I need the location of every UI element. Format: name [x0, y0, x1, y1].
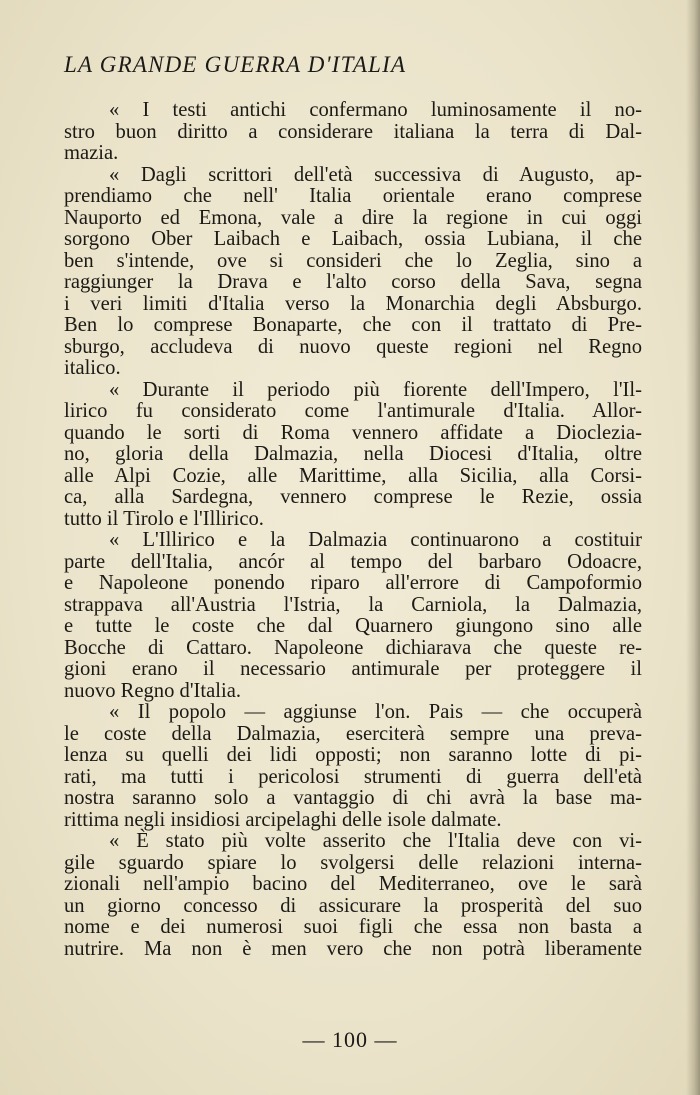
text-line: gioni erano il necessario antimurale per proteggere il	[64, 658, 642, 680]
page-number: — 100 —	[302, 1027, 398, 1052]
text-line: Nauporto ed Emona, vale a dire la regione in cui oggi	[64, 206, 642, 229]
text-line: gile sguardo spiare lo svolgersi delle relazioni interna-	[64, 851, 642, 874]
text-line: sorgono Ober Laibach e Laibach, ossia Lubiana, il che	[64, 228, 642, 250]
text-line: lenza su quelli dei lidi opposti; non saranno lotte di pi-	[64, 744, 642, 766]
text-line: italico.	[64, 357, 121, 379]
text-line: nutrire. Ma non è men vero che non potrà liberamente	[64, 937, 642, 960]
paragraph	[64, 530, 642, 702]
text-line: e tutte le coste che dal Quarnero giungono sino alle	[64, 615, 642, 637]
text-line: rati, ma tutti i pericolosi strumenti di guerra dell'età	[64, 765, 642, 788]
paragraph	[64, 380, 642, 531]
text-line: nuovo Regno d'Italia.	[64, 679, 242, 702]
text-line: parte dell'Italia, ancór al tempo del barbaro Odoacre,	[64, 550, 642, 573]
text-line: zionali nell'ampio bacino del Mediterraneo, ove le sarà	[64, 873, 642, 895]
text-line: nome e dei numerosi suoi figli che essa non basta a	[64, 916, 642, 938]
paragraph	[64, 702, 642, 831]
text-line: « I testi antichi confermano luminosamente il no-	[109, 99, 642, 121]
text-line: no, gloria della Dalmazia, nella Diocesi d'Italia, oltre	[64, 443, 642, 465]
page-edge-shadow	[686, 0, 700, 1095]
text-line: mazia.	[64, 142, 119, 164]
body-text	[64, 100, 642, 960]
text-line: « È stato più volte asserito che l'Italia deve con vi-	[109, 830, 642, 852]
text-line: tutto il Tirolo e l'Illirico.	[64, 507, 264, 530]
text-line: strappava all'Austria l'Istria, la Carniola, la Dalmazia,	[64, 593, 642, 616]
paragraph	[64, 831, 642, 960]
text-line: alle Alpi Cozie, alle Marittime, alla Sicilia, alla Corsi-	[64, 464, 642, 487]
text-line: sburgo, accludeva di nuovo queste regioni nel Regno	[64, 335, 642, 358]
text-line: prendiamo che nell' Italia orientale erano comprese	[64, 185, 642, 207]
text-line: ca, alla Sardegna, vennero comprese le Rezie, ossia	[64, 486, 642, 508]
text-line: lirico fu considerato come l'antimurale d'Italia. Allor-	[64, 400, 642, 422]
paragraph	[64, 165, 642, 380]
text-line: raggiunger la Drava e l'alto corso della Sava, segna	[64, 271, 642, 293]
text-line: « Il popolo — aggiunse l'on. Pais — che occuperà	[109, 701, 642, 723]
text-line: ben s'intende, ove si consideri che lo Zeglia, sino a	[64, 249, 642, 272]
running-head: LA GRANDE GUERRA D'ITALIA	[64, 52, 407, 77]
text-line: nostra saranno solo a vantaggio di chi avrà la base ma-	[64, 787, 642, 809]
text-line: un giorno concesso di assicurare la prosperità del suo	[64, 894, 642, 917]
text-line: rittima negli insidiosi arcipelaghi delle isole dalmate.	[64, 808, 502, 831]
text-line: « Dagli scrittori dell'età successiva di Augusto, ap-	[109, 163, 642, 186]
text-line: Ben lo comprese Bonaparte, che con il trattato di Pre-	[64, 314, 642, 336]
text-line: le coste della Dalmazia, eserciterà sempre una preva-	[64, 722, 642, 745]
text-line: quando le sorti di Roma vennero affidate a Diocleziа-	[64, 421, 642, 444]
text-line: stro buon diritto a considerare italiana la terra di Dal-	[64, 120, 642, 143]
text-line: « Durante il periodo più fiorente dell'Impero, l'Il-	[109, 378, 642, 401]
text-line: Bocche di Cattaro. Napoleone dichiarava che queste re-	[64, 636, 642, 659]
paragraph	[64, 100, 642, 165]
text-line: e Napoleone ponendo riparo all'errore di Campoformio	[64, 572, 642, 594]
text-line: i veri limiti d'Italia verso la Monarchia degli Absburgo.	[64, 292, 642, 315]
text-line: « L'Illirico e la Dalmazia continuarono a costituir	[109, 529, 642, 551]
